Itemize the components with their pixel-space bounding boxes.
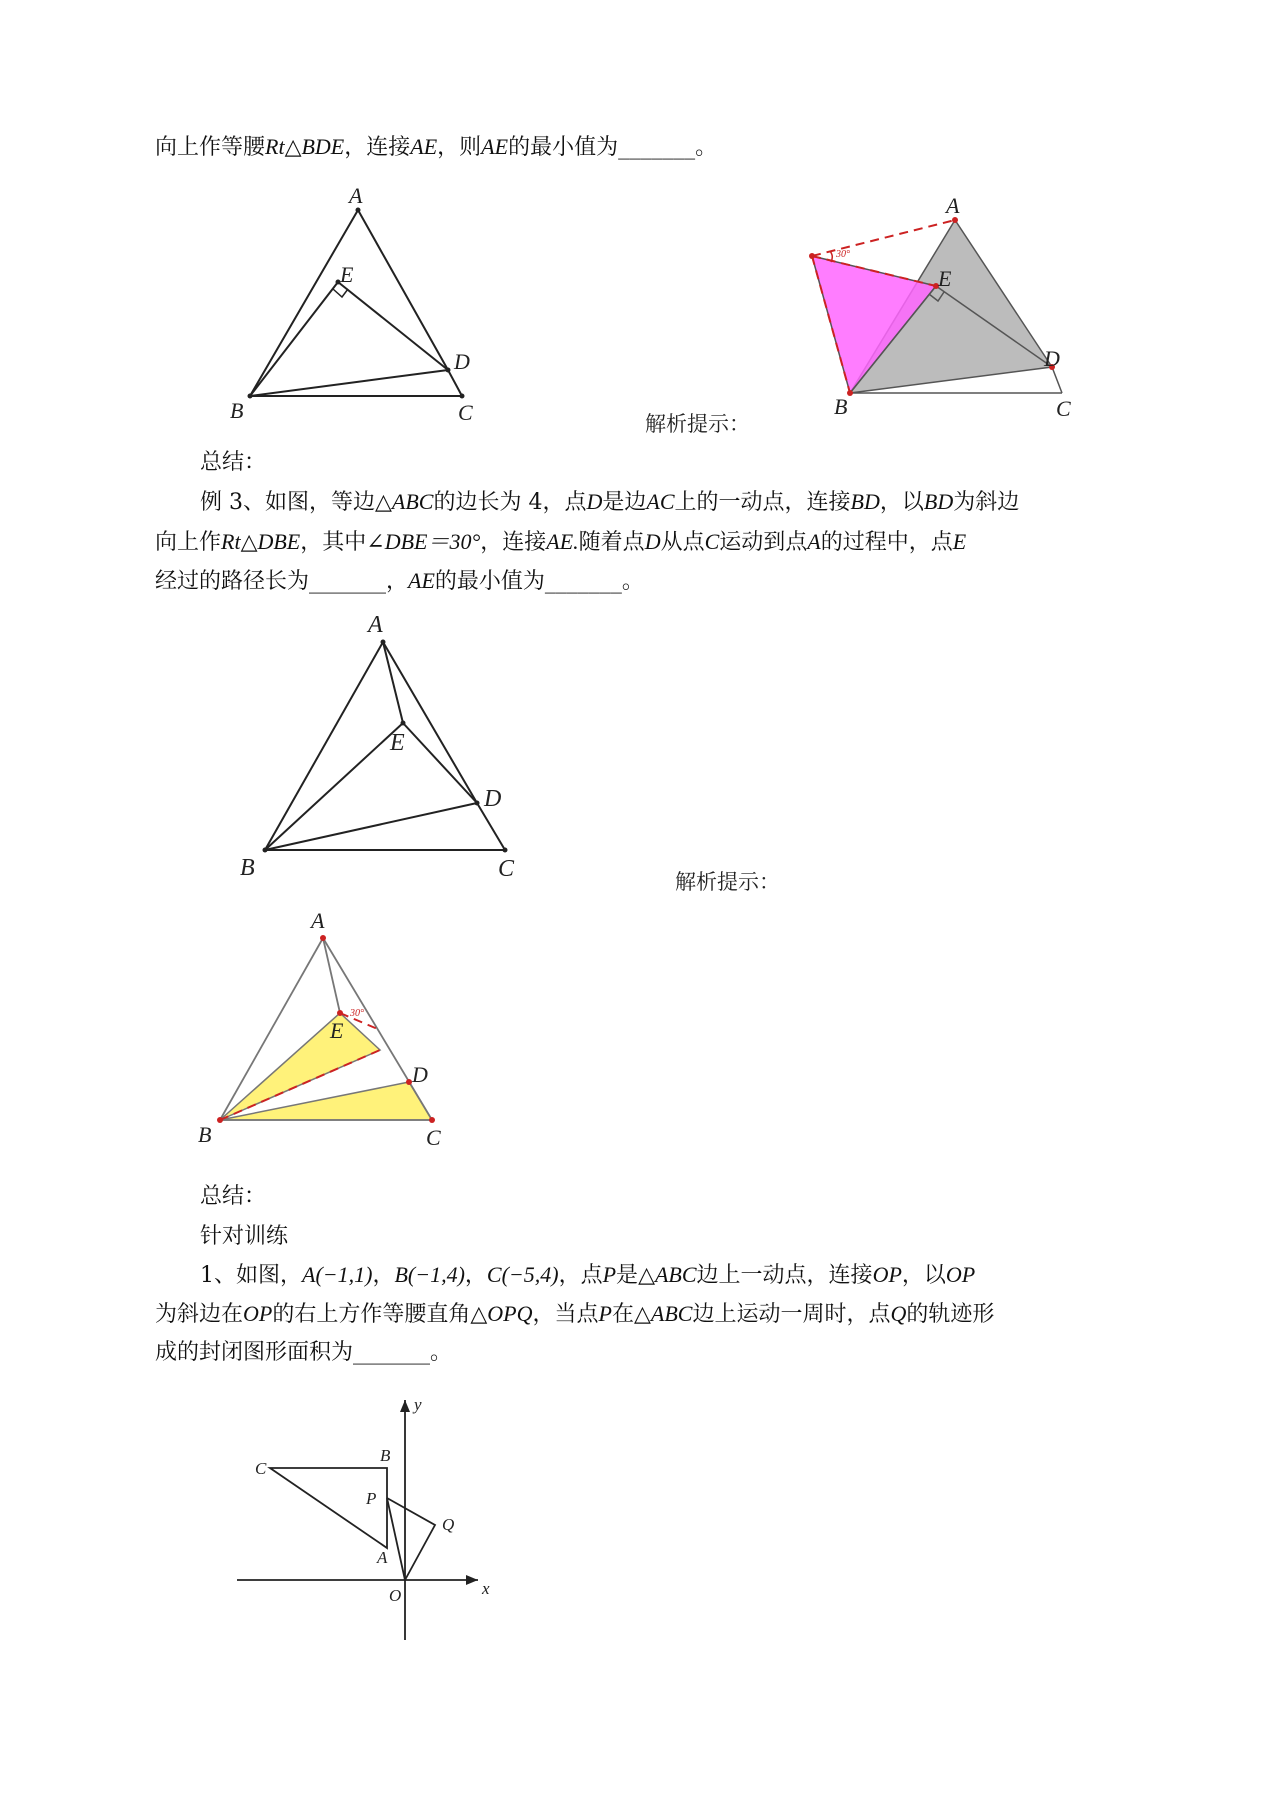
training-line-1 (200, 1260, 975, 1291)
text-segment: 在 (611, 1302, 634, 1327)
label-a: A (368, 612, 383, 638)
label-b: B (380, 1446, 391, 1465)
text-segment: ，连接 (480, 530, 547, 555)
text-segment: ，以 (901, 1263, 946, 1288)
label-c: C (458, 400, 473, 425)
math-segment: P (598, 1301, 612, 1326)
math-segment: △ABC (638, 1262, 697, 1287)
label-b: B (198, 1122, 212, 1147)
text-segment: 例 3、如图，等边 (200, 490, 375, 515)
label-b: B (240, 855, 255, 881)
text-segment: ，连接 (344, 135, 411, 160)
text-segment: 上的一动点，连接 (674, 490, 851, 515)
text-segment: 随着点 (578, 530, 645, 555)
text-segment: ，点 (558, 1263, 603, 1288)
text-segment: 从点 (660, 530, 705, 555)
triangle-opq (387, 1498, 435, 1580)
math-segment: AE (481, 134, 509, 159)
label-c: C (1056, 396, 1071, 421)
figure-2-rotation (800, 190, 1080, 425)
angle-label: 30° (350, 1008, 364, 1019)
math-segment: ∠DBE＝30° (366, 529, 481, 554)
math-segment: △ABC (375, 489, 434, 514)
math-segment: E (952, 529, 967, 554)
math-segment: AC (646, 489, 675, 514)
text-segment: 的轨迹形 (906, 1302, 995, 1327)
edge-ed (338, 282, 448, 370)
summary-label: 总结： (200, 450, 267, 475)
edge-ad (358, 210, 448, 370)
math-segment: Rt△DBE (221, 529, 301, 554)
label-q: Q (442, 1515, 455, 1534)
math-segment: AE. (546, 529, 579, 554)
text-segment: 向上作等腰 (155, 135, 266, 160)
label-c: C (498, 856, 515, 882)
text-segment: 的最小值为_______。 (434, 569, 644, 594)
math-segment: OP (945, 1262, 976, 1287)
text-segment: 是 (616, 1263, 639, 1288)
text-segment: ，其中 (300, 530, 367, 555)
summary-label: 总结： (200, 1184, 267, 1209)
edge-ab (250, 210, 358, 396)
text-segment: ，当点 (532, 1302, 599, 1327)
label-d: D (1044, 346, 1060, 371)
text-segment: 的过程中，点 (820, 530, 953, 555)
label-x: x (482, 1579, 490, 1598)
label-a: A (946, 193, 960, 218)
label-o: O (389, 1586, 402, 1605)
text-segment: 1、如图， (200, 1263, 302, 1288)
label-d: D (454, 349, 470, 374)
label-e: E (340, 262, 354, 287)
figure-1-triangle (220, 180, 500, 430)
label-p: P (366, 1489, 377, 1508)
label-d: D (412, 1062, 428, 1087)
math-segment: A(−1,1) (302, 1262, 373, 1287)
math-segment: OP (872, 1262, 902, 1287)
text-segment: 的最小值为_______。 (508, 135, 718, 160)
training-line-2 (155, 1299, 994, 1330)
text-segment: ， (464, 1263, 487, 1288)
text-segment: 边上运动一周时，点 (692, 1302, 891, 1327)
ex3-line-1 (200, 487, 1019, 518)
math-segment: △OPQ (470, 1301, 533, 1326)
text-segment: 的右上方作等腰直角 (272, 1302, 471, 1327)
label-e: E (390, 730, 405, 756)
text-segment: ，则 (437, 135, 482, 160)
math-segment: △ABC (633, 1301, 693, 1326)
training-line-3: 成的封闭图形面积为_______。 (155, 1340, 453, 1365)
label-e: E (938, 266, 952, 291)
triangle-abc (270, 1468, 387, 1548)
angle-label: 30° (836, 249, 850, 260)
text-segment: 经过的路径长为_______， (155, 569, 409, 594)
training-title: 针对训练 (200, 1224, 289, 1249)
text-segment: 运动到点 (719, 530, 808, 555)
text-segment: ，以 (879, 490, 924, 515)
edge-bd (250, 370, 448, 396)
label-y: y (414, 1395, 422, 1414)
label-b: B (230, 398, 244, 423)
math-segment: AE (408, 568, 435, 593)
label-a: A (311, 908, 325, 933)
text-segment: ， (372, 1263, 395, 1288)
edge-be (250, 282, 338, 396)
figure-3-triangle (230, 605, 530, 885)
text-segment: 向上作 (155, 530, 222, 555)
text-segment: 是边 (602, 490, 647, 515)
math-segment: Q (890, 1301, 907, 1326)
text-segment: 的边长为 4，点 (433, 490, 587, 515)
math-segment: Rt△BDE (265, 134, 345, 159)
math-segment: B(−1,4) (394, 1262, 465, 1287)
math-segment: AE (410, 134, 438, 159)
text-segment: 边上一动点，连接 (696, 1263, 873, 1288)
math-segment: BD (923, 489, 954, 514)
math-segment: A (807, 529, 821, 554)
math-segment: D (586, 489, 603, 514)
segment-op (387, 1498, 405, 1580)
text-segment: 为斜边 (953, 490, 1020, 515)
ex2-tail-line (155, 132, 717, 163)
text-segment: 为斜边在 (155, 1302, 244, 1327)
label-c: C (255, 1459, 267, 1478)
math-segment: OP (243, 1301, 273, 1326)
figure-5-coordinate (230, 1385, 500, 1650)
math-segment: C (704, 529, 720, 554)
math-segment: D (644, 529, 661, 554)
math-segment: P (602, 1262, 617, 1287)
label-a: A (349, 183, 363, 208)
math-segment: BD (850, 489, 880, 514)
label-a: A (377, 1548, 388, 1567)
figure-4-rotation (190, 905, 460, 1155)
right-angle-mark (333, 289, 348, 297)
ex3-line-3 (155, 566, 644, 597)
dashed-line-1 (812, 220, 955, 256)
ex3-line-2 (155, 527, 966, 558)
label-d: D (484, 786, 502, 812)
math-segment: C(−5,4) (486, 1262, 559, 1287)
label-c: C (426, 1125, 441, 1150)
label-e: E (330, 1018, 344, 1043)
label-b: B (834, 394, 848, 419)
hint-label: 解析提示： (675, 870, 780, 894)
hint-label: 解析提示： (645, 412, 750, 436)
